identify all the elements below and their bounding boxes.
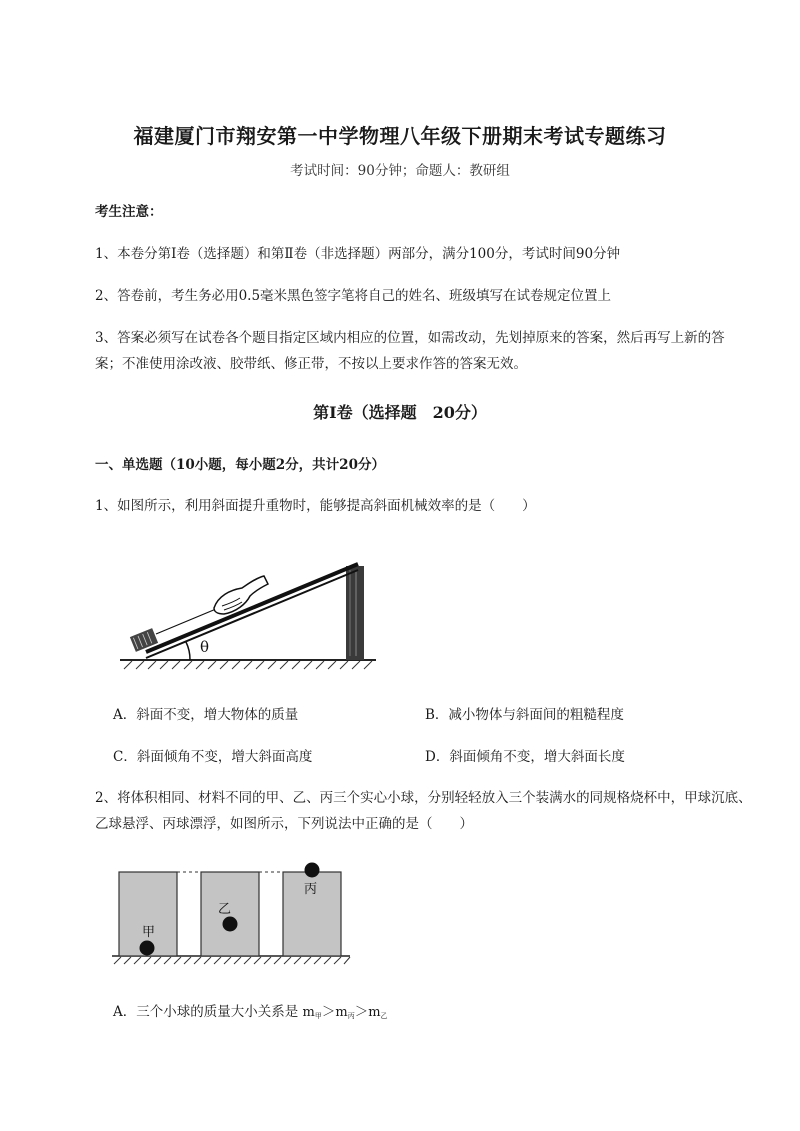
question-1-stem: 1、如图所示，利用斜面提升重物时，能够提高斜面机械效率的是（ ） (95, 498, 536, 514)
notice-item: 1、本卷分第I卷（选择题）和第Ⅱ卷（非选择题）两部分，满分100分，考试时间90分钟 (95, 246, 621, 262)
option-d[interactable]: D．斜面倾角不变，增大斜面长度 (425, 749, 625, 765)
question-2-stem: 2、将体积相同、材料不同的甲、乙、丙三个实心小球，分别轻轻放入三个装满水的同规格烧杯中，甲球沉底、乙球悬浮、丙球漂浮，如图所示，下列说法中正确的是（ ） (95, 790, 752, 832)
angle-label: θ (200, 638, 210, 656)
option-a-text: A．三个小球的质量大小关系是 (113, 1004, 299, 1020)
beakers-figure (112, 858, 352, 970)
label-bing: 丙 (304, 882, 318, 897)
ball-bing (305, 863, 320, 878)
subscript: 丙 (347, 1012, 355, 1020)
mass-symbol: m (368, 1005, 381, 1020)
label-jia: 甲 (142, 925, 156, 940)
section-title: 第I卷（选择题 20分） (313, 403, 487, 422)
exam-info: 考试时间：90分钟；命题人：教研组 (290, 163, 510, 179)
page-title: 福建厦门市翔安第一中学物理八年级下册期末考试专题练习 (133, 124, 667, 148)
option-a[interactable]: A．斜面不变，增大物体的质量 (113, 707, 299, 723)
option-c[interactable]: C．斜面倾角不变，增大斜面高度 (113, 749, 313, 765)
subscript: 甲 (314, 1012, 322, 1020)
subscript: 乙 (380, 1012, 388, 1020)
inclined-plane-figure (118, 548, 380, 672)
notice-item: 3、答案必须写在试卷各个题目指定区域内相应的位置，如需改动，先划掉原来的答案，然后再写上新的答案；不准使用涂改液、胶带纸、修正带，不按以上要求作答的答案无效。 (95, 330, 725, 372)
q2-option-a[interactable] (113, 1000, 388, 1021)
part-heading: 一、单选题（10小题，每小题2分，共计20分） (95, 457, 385, 473)
mass-symbol: m (302, 1005, 315, 1020)
ball-yi (223, 917, 238, 932)
gt-sign: ＞ (321, 1004, 336, 1020)
notice-item: 2、答卷前，考生务必用0.5毫米黑色签字笔将自己的姓名、班级填写在试卷规定位置上 (95, 288, 612, 304)
hand-icon (214, 576, 268, 614)
ball-jia (140, 941, 155, 956)
option-b[interactable]: B．减小物体与斜面间的粗糙程度 (425, 707, 624, 723)
mass-symbol: m (335, 1005, 348, 1020)
label-yi: 乙 (218, 902, 232, 917)
gt-sign: ＞ (354, 1004, 369, 1020)
notice-heading: 考生注意： (95, 204, 163, 220)
